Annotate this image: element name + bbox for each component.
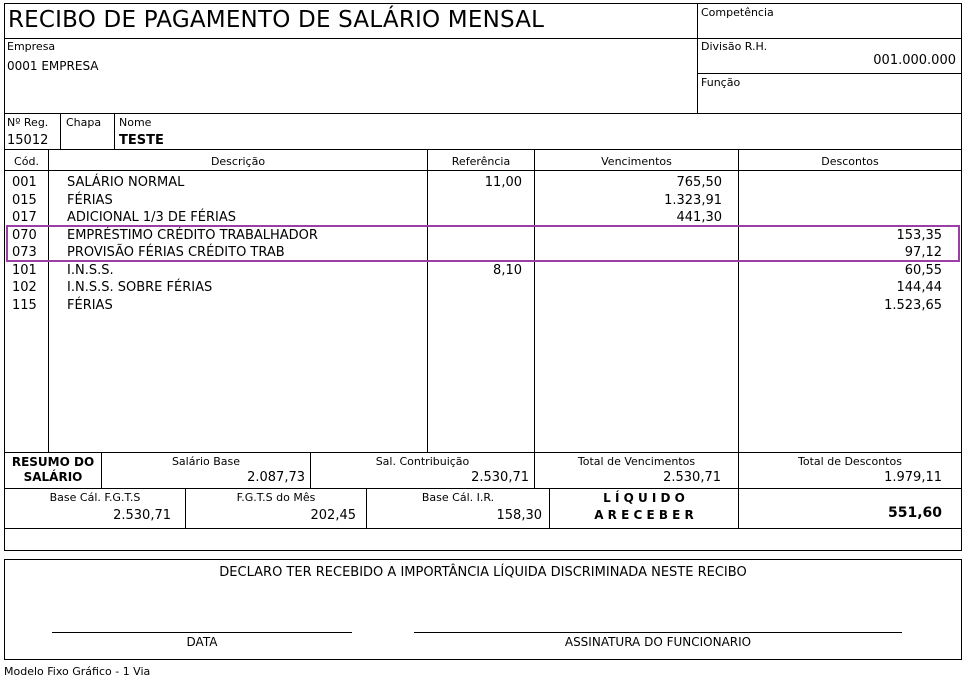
modelo-label: Modelo Fixo Gráfico - 1 Via [4, 665, 151, 678]
cod-cell: 001 [12, 175, 37, 190]
divider [4, 170, 962, 171]
total-descontos-value: 1.979,11 [884, 470, 942, 485]
divider [4, 452, 962, 453]
table-row [0, 297, 966, 315]
table-row [0, 279, 966, 297]
empresa-value: 0001 EMPRESA [7, 59, 99, 73]
sal-contribuicao-value: 2.530,71 [471, 470, 529, 485]
highlight-box [6, 225, 960, 262]
competencia-label: Competência [701, 6, 774, 19]
descricao-cell: I.N.S.S. [67, 262, 114, 278]
total-vencimentos-value: 2.530,71 [663, 470, 721, 485]
descontos-header: Descontos [821, 155, 879, 168]
base-fgts-label: Base Cál. F.G.T.S [49, 491, 141, 504]
base-fgts-value: 2.530,71 [113, 508, 171, 523]
salario-base-value: 2.087,73 [247, 470, 305, 485]
divisao-value: 001.000.000 [873, 53, 956, 68]
divider [4, 38, 962, 39]
divider [4, 528, 962, 529]
total-vencimentos-label: Total de Vencimentos [577, 455, 696, 468]
empresa-label: Empresa [7, 40, 56, 53]
table-row [0, 174, 966, 192]
descricao-cell: FÉRIAS [67, 192, 113, 208]
fgts-mes-label: F.G.T.S do Mês [236, 491, 316, 504]
data-label: DATA [186, 635, 218, 649]
descontos-cell: 153,35 [896, 227, 942, 243]
referencia-cell: 8,10 [493, 262, 522, 278]
descontos-cell: 60,55 [904, 262, 942, 278]
vencimentos-cell: 765,50 [676, 175, 722, 190]
funcao-label: Função [701, 76, 741, 89]
descricao-cell: FÉRIAS [67, 297, 113, 313]
chapa-label: Chapa [66, 116, 102, 129]
base-ir-label: Base Cál. I.R. [421, 491, 495, 504]
vencimentos-cell: 441,30 [676, 210, 722, 225]
reg-value: 15012 [7, 133, 49, 148]
divider [114, 113, 115, 149]
cod-cell: 070 [12, 227, 37, 243]
descricao-cell: PROVISÃO FÉRIAS CRÉDITO TRAB [67, 245, 285, 260]
sal-contribuicao-label: Sal. Contribuição [375, 455, 470, 468]
referencia-header: Referência [451, 155, 511, 168]
resumo-label-2: SALÁRIO [23, 470, 83, 484]
total-descontos-label: Total de Descontos [798, 455, 902, 468]
fgts-mes-value: 202,45 [310, 508, 356, 523]
descontos-cell: 97,12 [904, 245, 942, 260]
receipt-title: RECIBO DE PAGAMENTO DE SALÁRIO MENSAL [8, 7, 545, 33]
vencimentos-header: Vencimentos [601, 155, 672, 168]
descricao-cell: SALÁRIO NORMAL [67, 175, 185, 190]
divider [4, 488, 962, 489]
table-row [0, 262, 966, 280]
table-row [0, 209, 966, 227]
descontos-cell: 144,44 [896, 280, 942, 295]
cod-cell: 101 [12, 262, 37, 278]
salario-base-label: Salário Base [171, 455, 241, 468]
divider [4, 113, 962, 114]
declaration-text: DECLARO TER RECEBIDO A IMPORTÂNCIA LÍQUIDA DISCRIMINADA NESTE RECIBO [219, 565, 747, 580]
reg-label: Nº Reg. [7, 116, 49, 129]
cod-cell: 102 [12, 280, 37, 295]
nome-label: Nome [119, 116, 152, 129]
divisao-label: Divisão R.H. [701, 40, 768, 53]
cod-cell: 073 [12, 245, 37, 260]
cod-cell: 017 [12, 210, 37, 225]
descricao-cell: EMPRÉSTIMO CRÉDITO TRABALHADOR [67, 227, 318, 243]
cod-cell: 115 [12, 297, 37, 313]
nome-value: TESTE [119, 133, 164, 148]
date-line [52, 632, 352, 633]
divider [697, 3, 698, 113]
cod-cell: 015 [12, 192, 37, 208]
liquido-label-1: L Í Q U I D O [603, 491, 685, 505]
divider [60, 113, 61, 149]
cod-header: Cód. [14, 155, 39, 168]
signature-line [414, 632, 902, 633]
divider [697, 73, 962, 74]
descontos-cell: 1.523,65 [884, 297, 942, 313]
vencimentos-cell: 1.323,91 [664, 192, 722, 208]
base-ir-value: 158,30 [496, 508, 542, 523]
assinatura-label: ASSINATURA DO FUNCIONARIO [564, 635, 752, 649]
descricao-cell: ADICIONAL 1/3 DE FÉRIAS [67, 210, 236, 225]
table-row [0, 192, 966, 210]
liquido-label-2: A R E C E B E R [594, 508, 694, 522]
resumo-label-1: RESUMO DO [11, 455, 95, 469]
divider [4, 149, 962, 150]
descricao-header: Descrição [210, 155, 266, 168]
descricao-cell: I.N.S.S. SOBRE FÉRIAS [67, 280, 213, 295]
liquido-value: 551,60 [887, 505, 942, 521]
referencia-cell: 11,00 [484, 175, 522, 190]
